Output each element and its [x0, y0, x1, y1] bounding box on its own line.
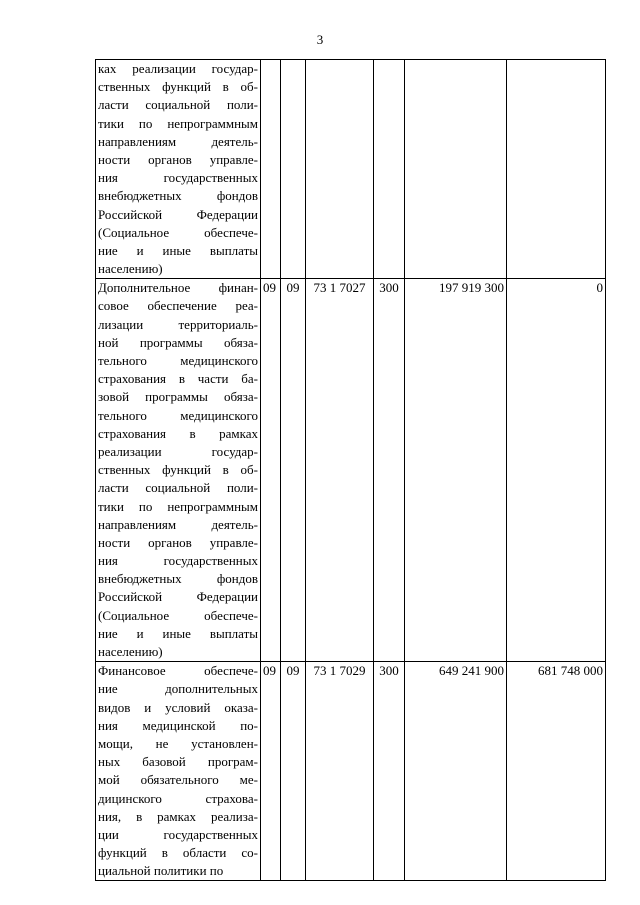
item-name-line: ках реализации государ- [98, 61, 258, 76]
item-name-line: лизации территориаль- [98, 316, 258, 332]
cell-expense-type: 300 [374, 279, 405, 662]
item-name-line: ции государственных [98, 826, 258, 842]
item-name-line: тельного медицинского [98, 353, 258, 368]
item-name-line: ственных функций в об- [98, 462, 258, 478]
cell-subsection: 09 [281, 279, 306, 662]
item-name-line: мой обязательного ме- [98, 772, 258, 788]
item-name-line: направлениям деятель- [98, 516, 258, 532]
item-name-line: ных базовой програм- [98, 754, 258, 770]
cell-target-article: 73 1 7027 [306, 279, 374, 662]
item-name-line: циальной политики по [98, 863, 224, 879]
item-name-line: ния, в рамках реализа- [98, 808, 258, 824]
item-name-line: страхования в части ба- [98, 371, 258, 387]
item-name-line: страхования в рамках [98, 425, 258, 441]
page-number: 3 [316, 32, 324, 47]
item-name-line: Российской Федерации [98, 206, 258, 222]
item-name-line: тельного медицинского [98, 407, 258, 423]
item-name-line: (Социальное обеспече- [98, 607, 258, 623]
cell-amount-year1: 649 241 900 [405, 662, 507, 881]
item-name-line: ности органов управле- [98, 151, 258, 167]
item-name-line: видов и условий оказа- [98, 699, 258, 715]
item-name-line: мощи, не установлен- [98, 735, 258, 751]
item-name-line: зовой программы обяза- [98, 389, 258, 405]
item-name-line: ния медицинской по- [98, 717, 258, 733]
cell-item-name [96, 662, 261, 881]
cell-expense-type: 300 [374, 662, 405, 881]
cell-item-name [96, 279, 261, 662]
cell-item-name [96, 60, 261, 279]
cell-amount-year2 [507, 60, 606, 279]
item-name-line: ности органов управле- [98, 534, 258, 550]
cell-amount-year2: 681 748 000 [507, 662, 606, 881]
table-row [96, 662, 606, 881]
table-row [96, 60, 606, 279]
item-name-line: населению) [98, 644, 163, 659]
item-name-line: ние и иные выплаты [98, 625, 258, 641]
item-name-line: Российской Федерации [98, 589, 258, 605]
cell-amount-year1: 197 919 300 [405, 279, 507, 662]
item-name-line: ной программы обяза- [98, 334, 258, 350]
cell-target-article: 73 1 7029 [306, 662, 374, 881]
budget-table [95, 59, 606, 881]
cell-subsection [281, 60, 306, 279]
item-name-line: внебюджетных фондов [98, 188, 258, 204]
item-name-line: (Социальное обеспече- [98, 224, 258, 240]
cell-amount-year1 [405, 60, 507, 279]
item-name-line: Дополнительное финан- [98, 280, 258, 296]
item-name-line: ласти социальной поли- [98, 97, 258, 113]
table-row [96, 279, 606, 662]
cell-target-article [306, 60, 374, 279]
item-name-line: ния государственных [98, 553, 258, 569]
item-name-line: ласти социальной поли- [98, 480, 258, 496]
item-name-line: направлениям деятель- [98, 133, 258, 149]
item-name-line: тики по непрограммным [98, 115, 258, 131]
item-name-line: внебюджетных фондов [98, 571, 258, 587]
cell-section: 09 [261, 662, 281, 881]
item-name-line: реализации государ- [98, 443, 258, 459]
item-name-line: функций в области со- [98, 845, 258, 861]
item-name-line: населению) [98, 261, 163, 277]
cell-section: 09 [261, 279, 281, 662]
item-name-line: Финансовое обеспече- [98, 663, 258, 679]
item-name-line: совое обеспечение реа- [98, 298, 258, 314]
cell-subsection: 09 [281, 662, 306, 881]
cell-expense-type [374, 60, 405, 279]
item-name-line: ние и иные выплаты [98, 242, 258, 258]
item-name-line: ния государственных [98, 170, 258, 186]
item-name-line: ние дополнительных [98, 681, 258, 697]
item-name-line: тики по непрограммным [98, 498, 258, 514]
item-name-line: дицинского страхова- [98, 790, 258, 806]
item-name-line: ственных функций в об- [98, 79, 258, 95]
cell-amount-year2: 0 [507, 279, 606, 662]
cell-section [261, 60, 281, 279]
